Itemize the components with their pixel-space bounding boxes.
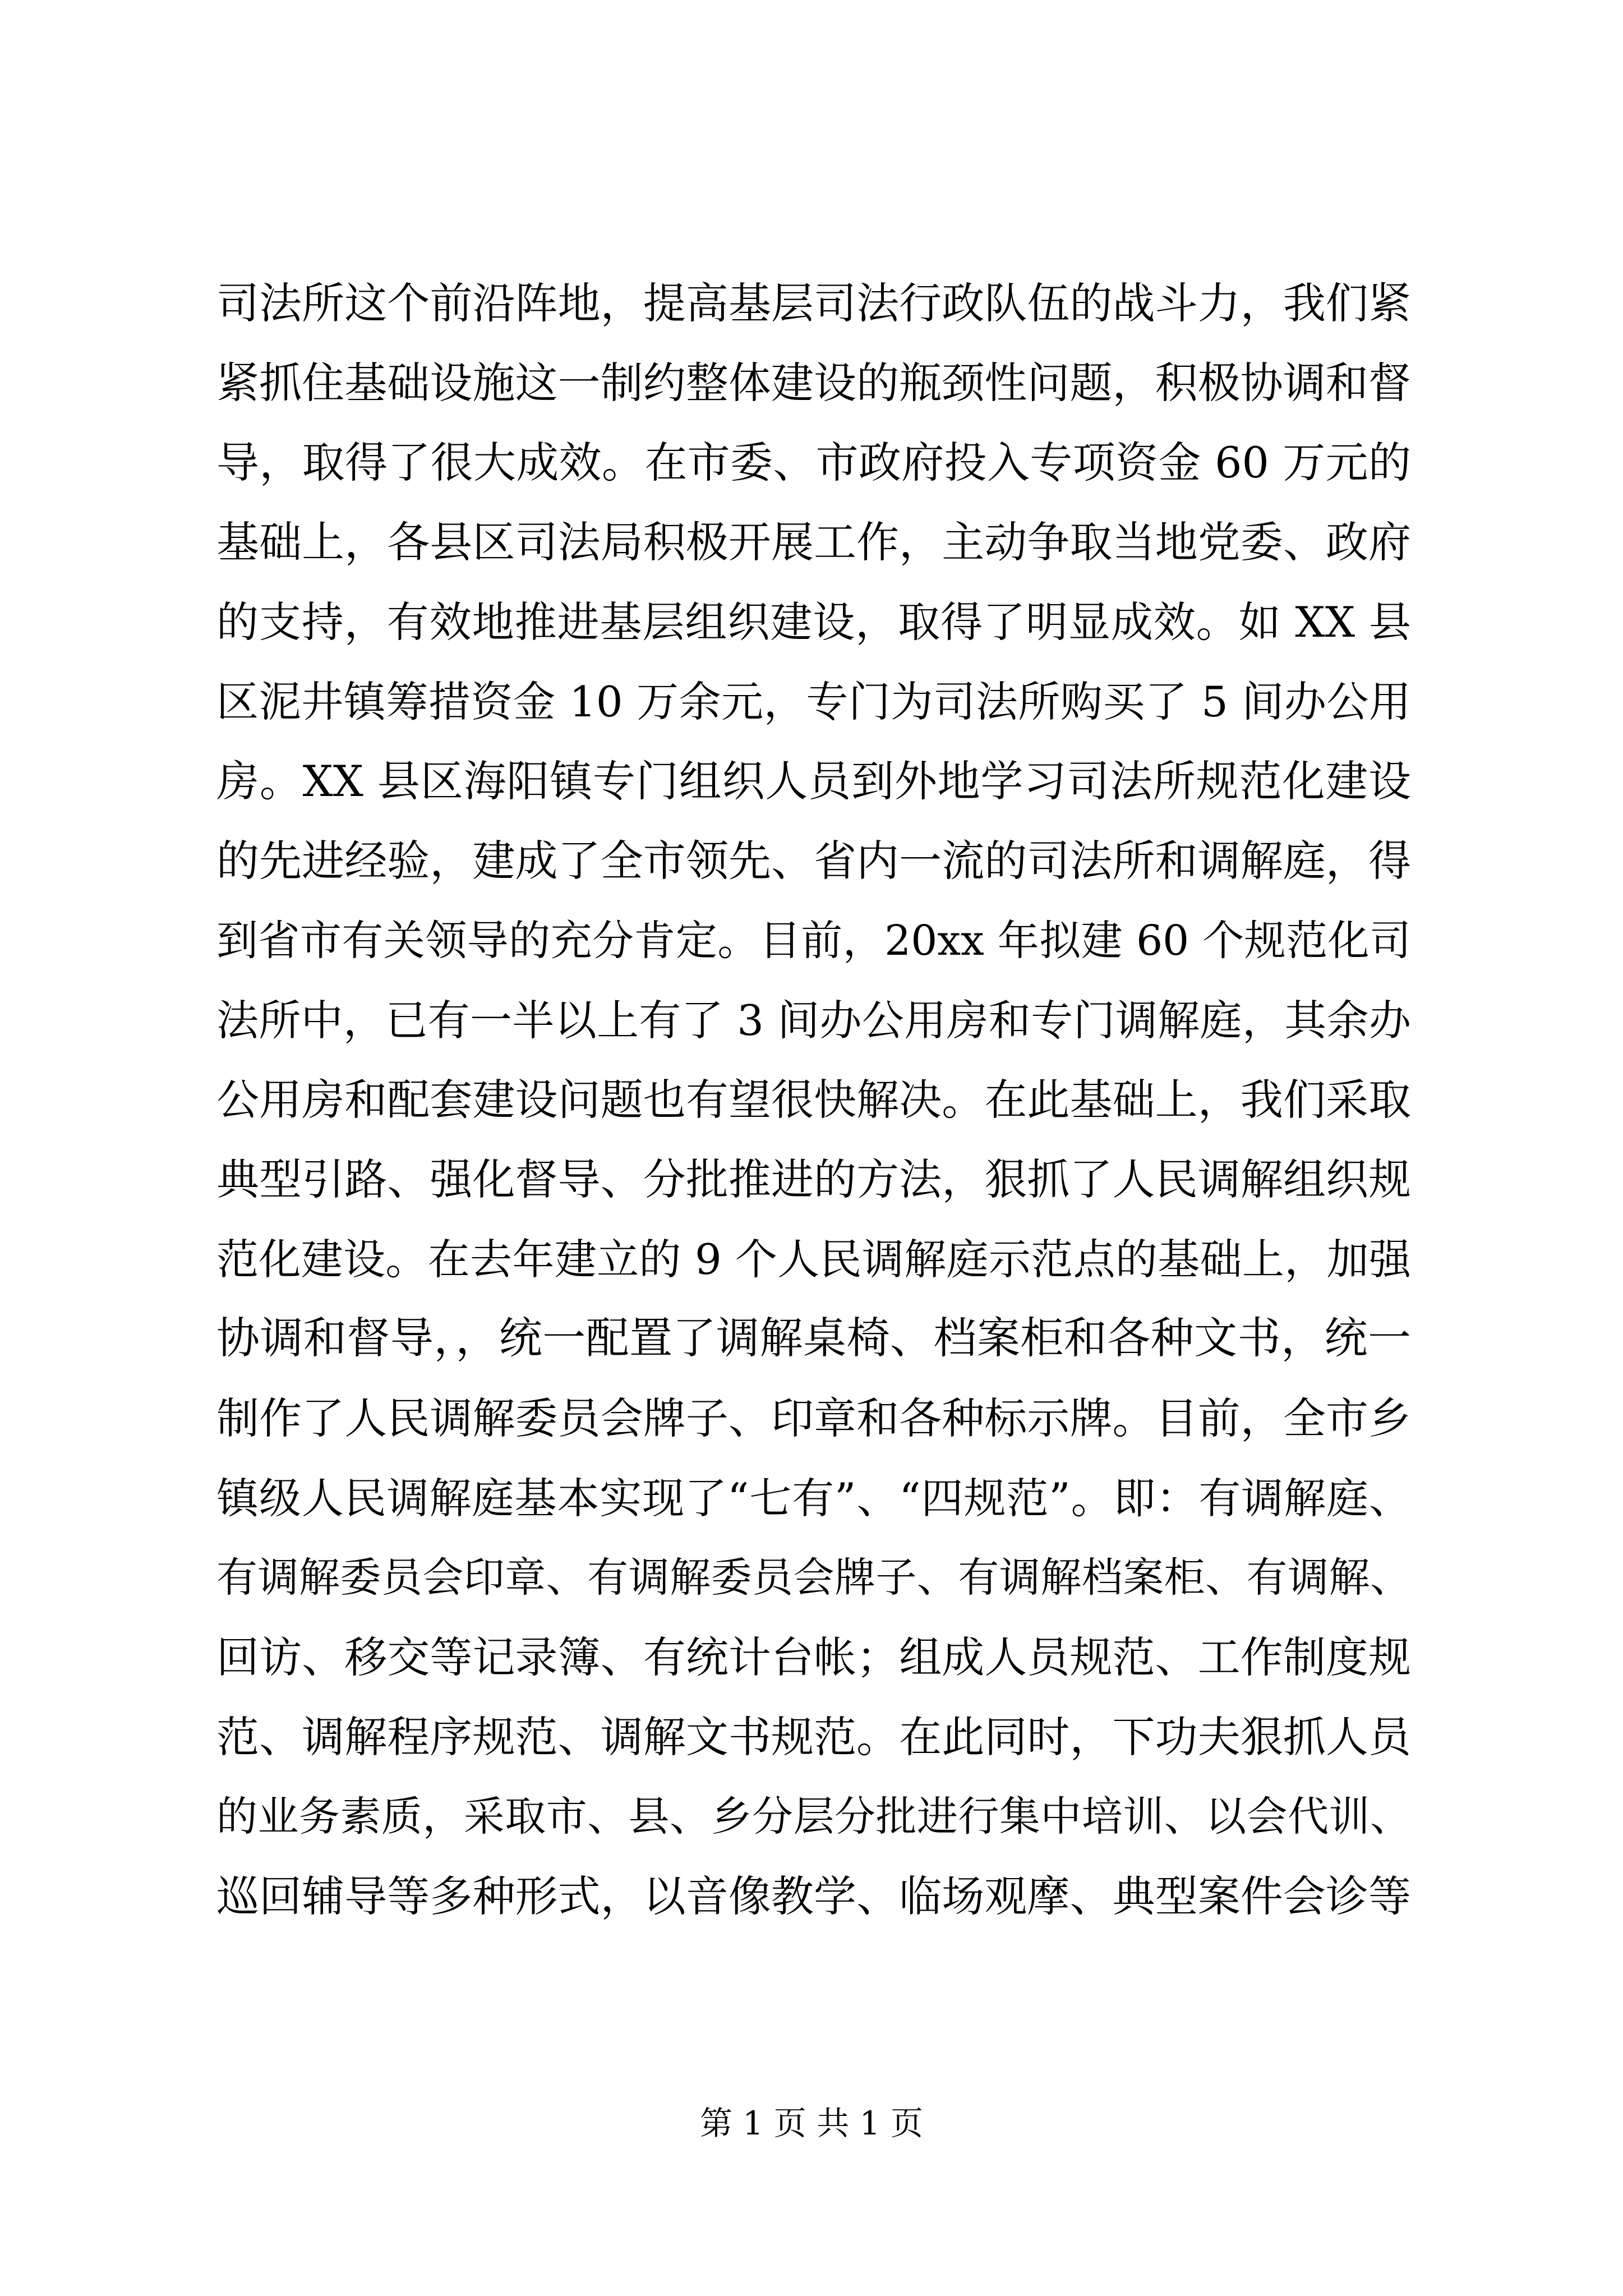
text-line: 基础上，各县区司法局积极开展工作，主动争取当地党委、政府	[216, 517, 1411, 567]
text-line: 到省市有关领导的充分肯定。目前，20xx 年拟建 60 个规范化司	[216, 917, 1411, 965]
text-line: 紧抓住基础设施这一制约整体建设的瓶颈性问题，积极协调和督	[216, 358, 1411, 408]
text-line: 镇级人民调解庭基本实现了“七有”、“四规范”。即：有调解庭、	[216, 1474, 1411, 1523]
text-line: 的先进经验，建成了全市领先、省内一流的司法所和调解庭，得	[216, 836, 1411, 886]
text-line: 有调解委员会印章、有调解委员会牌子、有调解档案柜、有调解、	[216, 1554, 1411, 1602]
text-line: 范化建设。在去年建立的 9 个人民调解庭示范点的基础上，加强	[216, 1235, 1411, 1284]
text-line: 制作了人民调解委员会牌子、印章和各种标示牌。目前，全市乡	[216, 1393, 1411, 1443]
text-line: 的支持，有效地推进基层组织建设，取得了明显成效。如 XX 县	[216, 597, 1411, 647]
text-line: 范、调解程序规范、调解文书规范。在此同时，下功夫狠抓人员	[216, 1712, 1411, 1762]
text-line: 巡回辅导等多种形式，以音像教学、临场观摩、典型案件会诊等	[216, 1871, 1411, 1921]
text-line: 法所中，已有一半以上有了 3 间办公用房和专门调解庭，其余办	[216, 996, 1411, 1045]
text-line: 典型引路、强化督导、分批推进的方法，狠抓了人民调解组织规	[216, 1154, 1411, 1204]
text-line: 导，取得了很大成效。在市委、市政府投入专项资金 60 万元的	[216, 438, 1411, 487]
text-line: 房。XX 县区海阳镇专门组织人员到外地学习司法所规范化建设	[216, 756, 1411, 806]
text-line: 区泥井镇筹措资金 10 万余元，专门为司法所购买了 5 间办公用	[216, 677, 1411, 726]
text-line: 司法所这个前沿阵地，提高基层司法行政队伍的战斗力，我们紧	[216, 278, 1411, 328]
page-footer: 第 1 页 共 1 页	[700, 2104, 923, 2142]
text-line: 公用房和配套建设问题也有望很快解决。在此基础上，我们采取	[216, 1075, 1411, 1125]
text-line: 回访、移交等记录簿、有统计台帐；组成人员规范、工作制度规	[216, 1632, 1411, 1682]
text-line: 的业务素质，采取市、县、乡分层分批进行集中培训、以会代训、	[216, 1793, 1411, 1841]
body-text	[216, 264, 1411, 1936]
text-line: 协调和督导，，统一配置了调解桌椅、档案柜和各种文书，统一	[216, 1314, 1411, 1364]
